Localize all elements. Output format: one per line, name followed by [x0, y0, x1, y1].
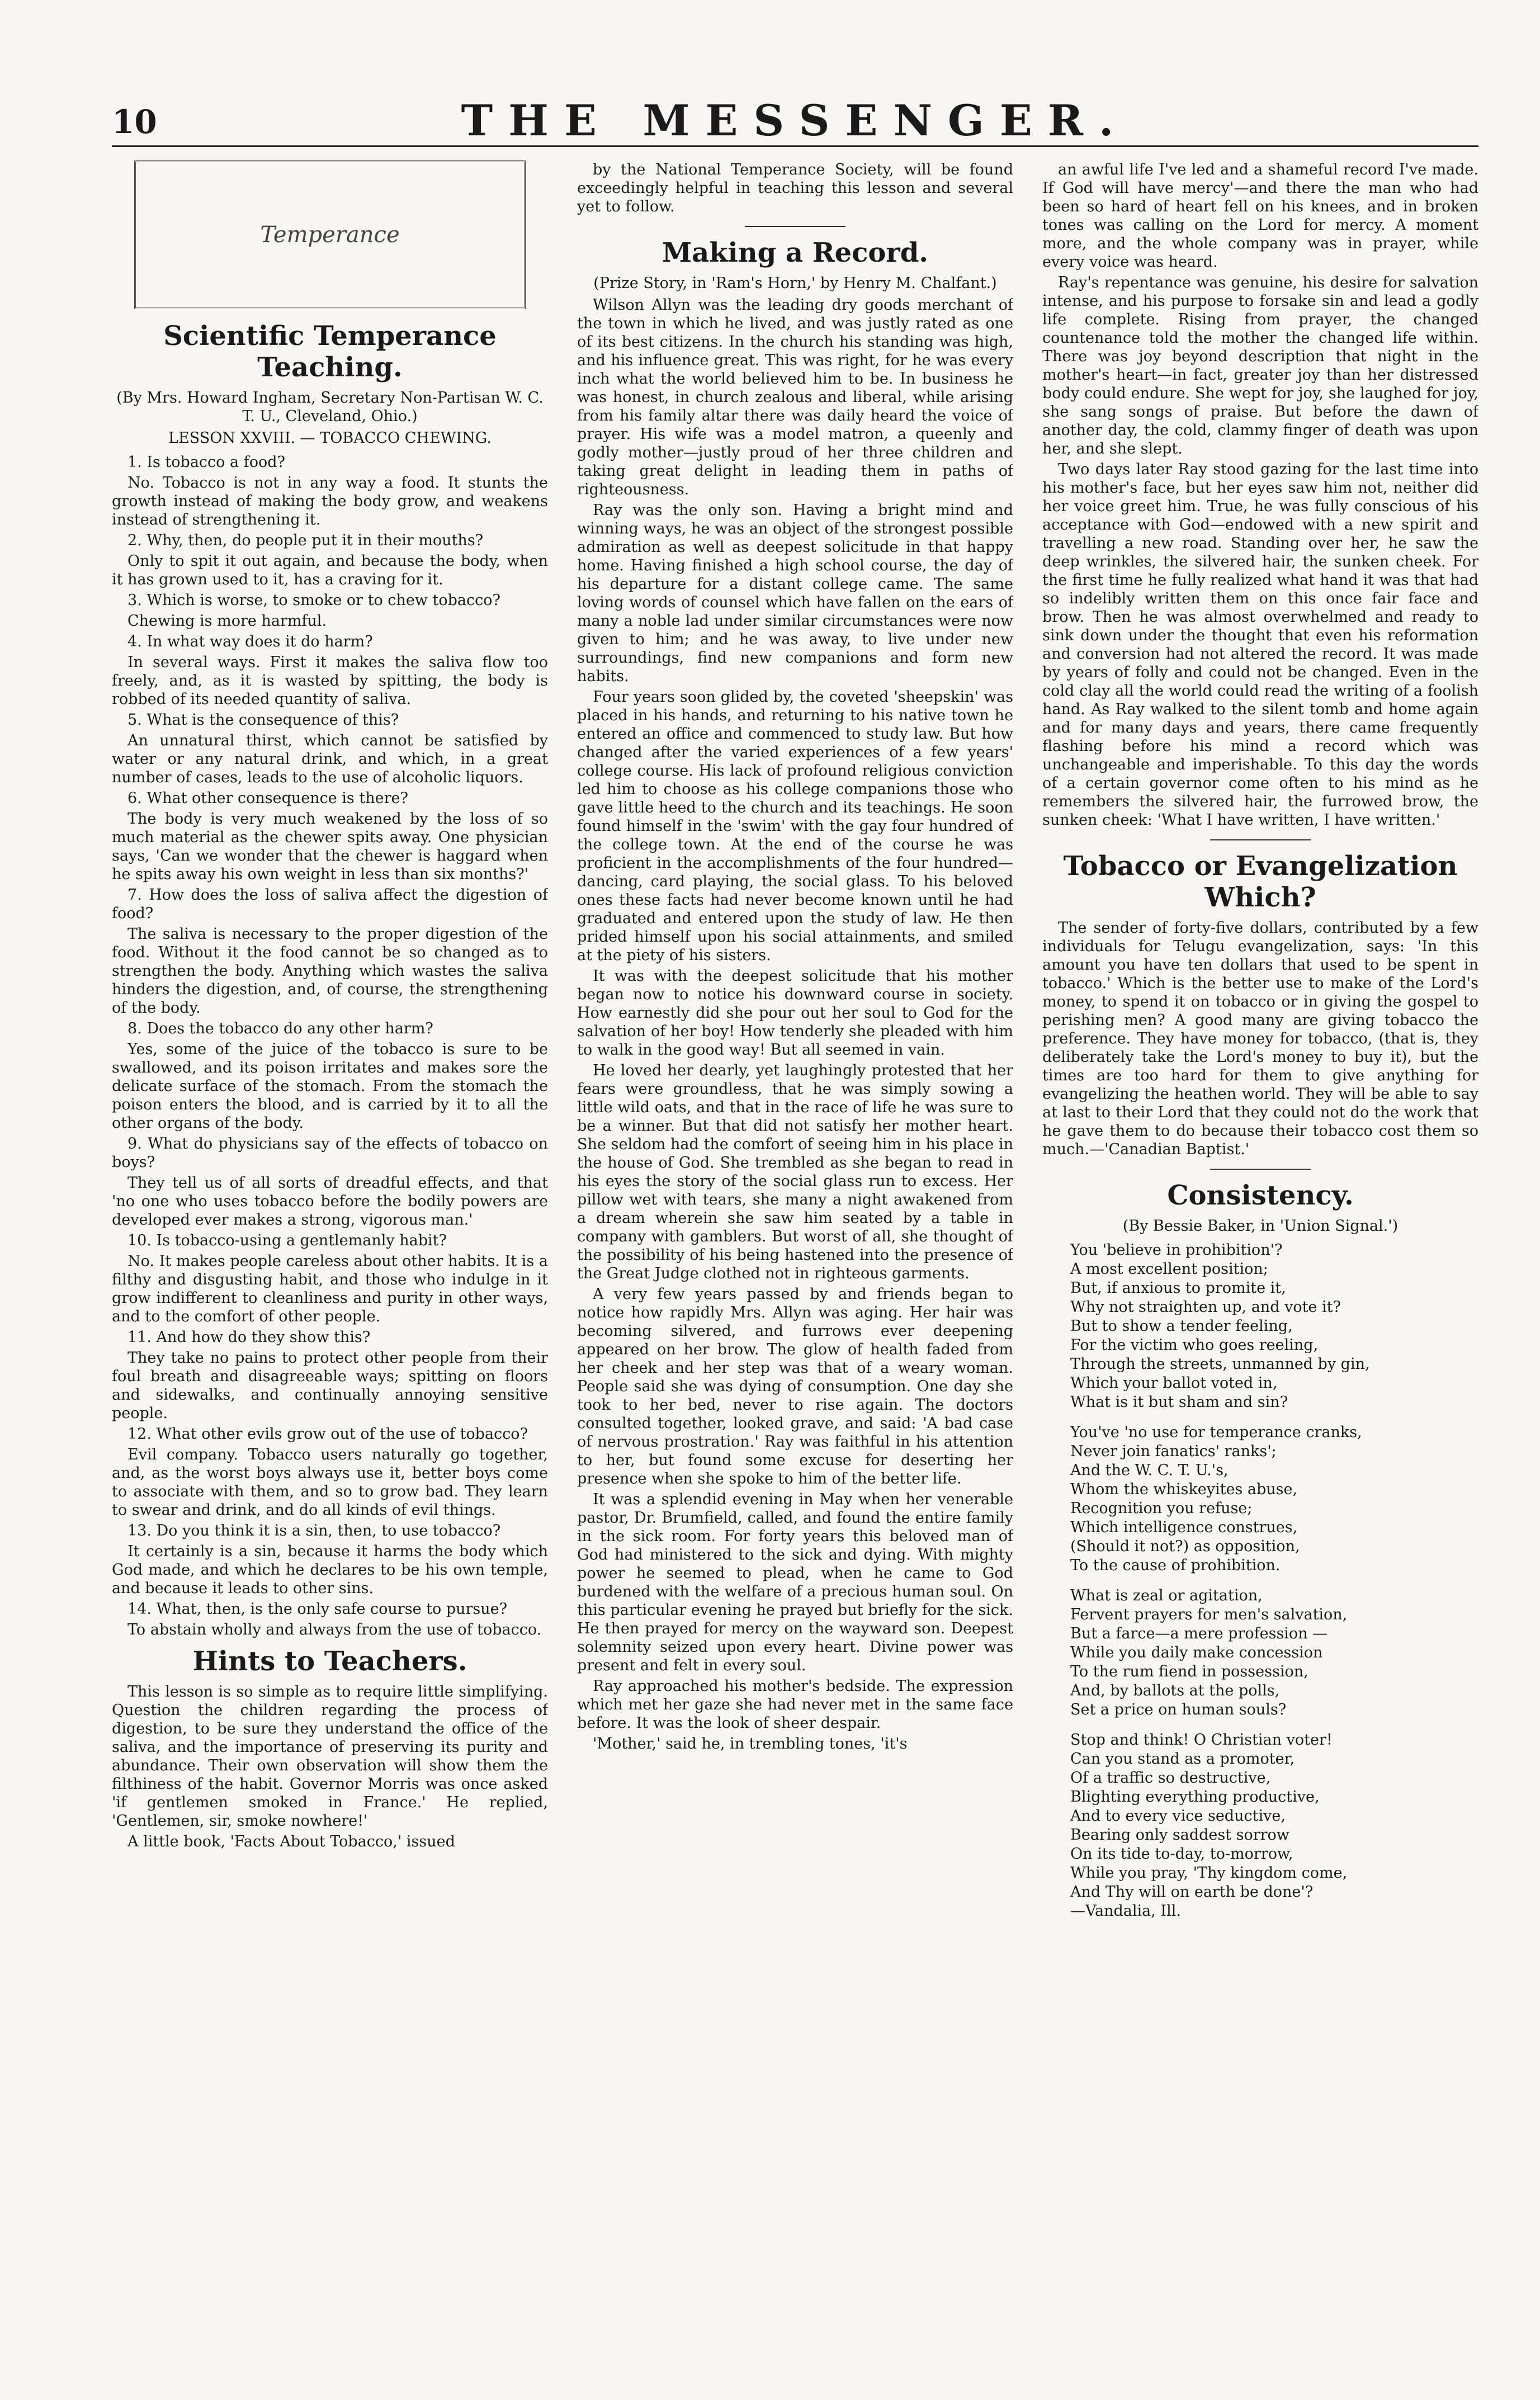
column-2 — [577, 160, 1013, 2330]
paragraph: A very few years passed by and friends began to notice how rapidly Mrs. Allyn was aging. Her hair was becoming silvered, and furrows ever deepening appeared on her brow. The glow of health faded from her cheek and her step was that of a weary woman. People said she was dying of consumption. One day she took to her bed, never to rise again. The doctors consulted together, looked grave, and said: 'A bad case of nervous prostration.' Ray was faithful in his attention to her, but found some excuse for deserting her presence when she spoke to him of the better life. — [577, 1286, 1013, 1487]
paragraph: 7. How does the loss of saliva affect the digestion of food? — [112, 886, 548, 922]
paragraph: 'Mother,' said he, in trembling tones, 'it's — [593, 1735, 908, 1752]
divider — [1210, 839, 1311, 840]
poem-headline: Consistency. — [1167, 1180, 1354, 1211]
poem-line: And, by ballots at the polls, — [1070, 1682, 1280, 1699]
paragraph: He loved her dearly, yet laughingly protested that her fears were groundless, that he was simply sowing a little wild oats, and that in the race of life he was sure to be a winner. But that did not satisfy her mother heart. She seldom had the comfort of seeing him in his place in the house of God. She trembled as she began to read in his eyes the story of the social glass run to excess. Her pillow wet with tears, she many a night awakened from a dream wherein she saw him seated by a table in company with gamblers. But worst of all, she thought of the possibility of his being hastened into the presence of the Great Judge clothed not in righteous garments. — [577, 1062, 1013, 1282]
paragraph: Chewing is more harmful. — [127, 612, 327, 630]
poem-line: Blighting everything productive, — [1070, 1788, 1320, 1806]
paragraph: 1. Is tobacco a food? — [127, 453, 285, 471]
paragraph: 4. In what way does it do harm? — [127, 633, 373, 650]
poem-line: What is it but sham and sin? — [1070, 1393, 1288, 1411]
story-body — [577, 296, 1013, 1753]
story-byline: (Prize Story, in 'Ram's Horn,' by Henry M. Chalfant.) — [593, 275, 997, 292]
paragraph: To abstain wholly and always from the use of tobacco. — [127, 1621, 542, 1638]
poem-stanza — [1070, 1731, 1478, 1921]
poem-stanza — [1070, 1423, 1478, 1575]
poem-line: Recognition you refuse; — [1070, 1500, 1253, 1517]
poem — [1070, 1241, 1478, 1921]
paragraph: It was a splendid evening in May when her venerable pastor, Dr. Brumfield, called, and found the entire family in the sick room. For forty years this beloved man of God had ministered to the sick and dying. With mighty power he seemed to plead, when he came to God burdened with the welfare of a precious human soul. On this particular evening he prayed but briefly for the sick. He then prayed for mercy on the wayward son. Deepest solemnity seized upon every heart. Divine power was present and felt in every soul. — [577, 1491, 1013, 1674]
poem-line: You've 'no use for temperance cranks, — [1070, 1424, 1362, 1441]
hints-body — [112, 1683, 548, 1851]
poem-line: While you daily make concession — [1070, 1644, 1323, 1661]
paragraph: It was with the deepest solicitude that his mother began now to notice his downward course in society. How earnestly did she pour out her soul to God for the salvation of her boy! How tenderly she pleaded with him to walk in the good way! But all seemed in vain. — [577, 967, 1013, 1059]
columns — [112, 160, 1478, 2330]
poem-line: To the rum fiend in possession, — [1070, 1663, 1308, 1680]
page-number: 10 — [112, 103, 157, 141]
story-continuation — [1042, 160, 1478, 829]
poem-line: For the victim who goes reeling, — [1070, 1336, 1319, 1354]
paragraph: Evil company. Tobacco users naturally go together, and, as the worst boys always use it, better boys come to associate with them, and so to grow bad. They learn to swear and drink, and do all kinds of evil things. — [112, 1446, 548, 1519]
article-byline: (By Mrs. Howard Ingham, Secretary Non-Partisan W. C. T. U., Cleveland, Ohio.) — [116, 389, 544, 425]
poem-line: While you pray, 'Thy kingdom come, — [1070, 1864, 1348, 1882]
paragraph: 5. What is the consequence of this? — [127, 711, 399, 729]
paragraph: 9. What do physicians say of the effects of tobacco on boys? — [112, 1135, 548, 1171]
paragraph: They tell us of all sorts of dreadful effects, and that 'no one who uses tobacco before the bodily powers are developed ever makes a strong, vigorous man.' — [112, 1174, 548, 1229]
article-body — [112, 453, 548, 1639]
paragraph: 2. Why, then, do people put it in their mouths? — [127, 532, 484, 549]
poem-line: (Should it not?) as opposition, — [1070, 1538, 1300, 1555]
paragraph: 6. What other consequence is there? — [127, 790, 408, 807]
paragraph: 13. Do you think it is a sin, then, to use tobacco? — [127, 1522, 501, 1539]
poem-line: Which intelligence construes, — [1070, 1519, 1298, 1536]
poem-line: And to every vice seductive, — [1070, 1807, 1286, 1825]
paragraph: an awful life I've led and a shameful record I've made. If God will have mercy'—and there the man who had been so hard of heart fell on his knees, and in broken tones was calling on the Lord for mercy. A moment more, and the whole company was in prayer, while every voice was heard. — [1042, 161, 1478, 271]
column-1 — [112, 160, 548, 2330]
paragraph: Ray's repentance was genuine, his desire for salvation intense, and his purpose to forsake sin and lead a godly life complete. Rising from prayer, the changed countenance told the mother the changed life within. There was joy beyond description that night in the mother's heart—in fact, greater joy than her distressed body could endure. She wept for joy, she laughed for joy, she sang songs of praise. But before the dawn of another day, the cold, clammy finger of death was upon her, and she slept. — [1042, 274, 1478, 457]
paragraph: No. It makes people careless about other habits. It is a filthy and disgusting habit, and those who indulge in it grow indifferent to cleanliness and purity in other ways, and to the comfort of other people. — [112, 1253, 548, 1325]
story-headline: Making a Record. — [662, 237, 928, 268]
paragraph: They take no pains to protect other people from their foul breath and disagreeable ways; spitting on floors and sidewalks, and continually annoying sensitive people. — [112, 1349, 548, 1422]
paragraph: No. Tobacco is not in any way a food. It stunts the growth instead of making the body grow, and weakens instead of strengthening it. — [112, 474, 548, 528]
poem-line: Through the streets, unmanned by gin, — [1070, 1355, 1370, 1373]
paragraph: Ray was the only son. Having a bright mind and winning ways, he was an object of the strongest possible admiration as well as deepest solicitude in that happy home. Having finished a high school course, the day of his departure for a distant college came. The same loving words of counsel which have fallen on the ears of many a noble lad under similar circumstances were now given to him; and he was away, to live under new surroundings, find new companions and form new habits. — [577, 502, 1013, 685]
divider — [745, 226, 845, 227]
hints-headline: Hints to Teachers. — [192, 1646, 467, 1677]
poem-line: But to show a tender feeling, — [1070, 1317, 1293, 1335]
paragraph: The body is very much weakened by the loss of so much material as the chewer spits away. One physician says, 'Can we wonder that the chewer is haggard when he spits away his own weight in less than six months?' — [112, 810, 548, 883]
poem-line: Fervent prayers for men's salvation, — [1070, 1606, 1348, 1623]
poem-line: Bearing only saddest sorrow — [1070, 1826, 1289, 1844]
poem-line: What is zeal or agitation, — [1070, 1587, 1263, 1604]
poem-line: Can you stand as a promoter, — [1070, 1750, 1295, 1768]
poem-byline: (By Bessie Baker, in 'Union Signal.') — [1122, 1217, 1399, 1235]
poem-line: And Thy will on earth be done'? — [1070, 1883, 1314, 1901]
paragraph: Only to spit it out again, and because the body, when it has grown used to it, has a craving for it. — [112, 552, 548, 588]
column-3 — [1042, 160, 1478, 2330]
poem-line: You 'believe in prohibition'? — [1070, 1241, 1283, 1259]
poem-line: To the cause of prohibition. — [1070, 1557, 1281, 1574]
poem-line: Never join fanatics' ranks'; — [1070, 1443, 1277, 1460]
poem-line: Stop and think! O Christian voter! — [1070, 1731, 1333, 1749]
poem-stanza — [1070, 1586, 1478, 1719]
poem-line: But, if anxious to promite it, — [1070, 1279, 1286, 1297]
poem-line: Set a price on human souls? — [1070, 1701, 1287, 1718]
paper-title: THE MESSENGER. — [461, 96, 1130, 145]
paragraph: In several ways. First it makes the saliva flow too freely, and, as it is wasted by spitting, the body is robbed of its needed quantity of saliva. — [112, 654, 548, 708]
article-headline: Scientific Temperance Teaching. — [163, 320, 497, 383]
paragraph: 14. What, then, is the only safe course to pursue? — [127, 1600, 508, 1618]
poem-line: —Vandalia, Ill. — [1070, 1902, 1181, 1920]
paragraph: The sender of forty-five dollars, contributed by a few individuals for Telugu evangelization, says: 'In this amount you have ten dollars that used to be spent in tobacco.' Which is the better use to make of the Lord's money, to spend it on tobacco or in giving the gospel to perishing men? A good many are giving tobacco the preference. They have money for tobacco, (that is, they deliberately take the Lord's money to buy it), but the times are too hard for them to give anything for evangelizing the heathen world. They will be able to say at last to their Lord that they could not do the work that he gave them to do because their tobacco cost them so much.—'Canadian Baptist.' — [1042, 919, 1478, 1158]
paragraph: 8. Does the tobacco do any other harm? — [127, 1020, 433, 1037]
paragraph: 12. What other evils grow out of the use of tobacco? — [127, 1425, 528, 1443]
paragraph: It certainly is a sin, because it harms the body which God made, and which he declares to be his own temple, and because it leads to other sins. — [112, 1543, 548, 1597]
poem-line: Of a traffic so destructive, — [1070, 1769, 1271, 1787]
paragraph: This lesson is so simple as to require little simplifying. Question the children regarding the process of digestion, to be sure they understand the office of the saliva, and the importance of preserving its purity and abundance. Their own observation will show them the filthiness of the habit. Governor Morris was once asked 'if gentlemen smoked in France.' He replied, 'Gentlemen, sir, smoke nowhere!' — [112, 1683, 548, 1830]
temperance-ornament-banner — [134, 160, 526, 309]
paragraph: Yes, some of the juice of the tobacco is sure to be swallowed, and its poison irritates and makes sore the delicate surface of the stomach. From the stomach the poison enters the blood, and is carried by it to all the other organs of the body. — [112, 1041, 548, 1132]
paragraph: 11. And how do they show this? — [127, 1329, 371, 1346]
paragraph: A little book, 'Facts About Tobacco,' issued — [127, 1833, 455, 1850]
tobacco-body — [1042, 919, 1478, 1159]
paragraph: Four years soon glided by, the coveted 'sheepskin' was placed in his hands, and returning to his native town he entered an office and commenced to study law. But how changed after the varied experiences of a few years' college course. His lack of profound religious conviction led him to choose as his college companions those who gave little heed to the church and its teachings. He soon found himself in the 'swim' with the gay four hundred of the college town. At the end of the course he was proficient in the accomplishments of the four hundred—dancing, card playing, the social glass. To his beloved ones these facts had never become known until he had graduated and entered upon the study of law. He then prided himself upon his social attainments, and smiled at the piety of his sisters. — [577, 688, 1013, 964]
paragraph: Ray approached his mother's bedside. The expression which met her gaze she had never met in the same face before. It was the look of sheer despair. — [577, 1678, 1013, 1732]
lesson-title: LESSON XXVIII. — TOBACCO CHEWING. — [168, 429, 492, 447]
masthead — [112, 84, 1478, 147]
poem-line: A most excellent position; — [1070, 1260, 1268, 1278]
paragraph: 10. Is tobacco-using a gentlemanly habit? — [127, 1232, 447, 1249]
poem-line: Why not straighten up, and vote it? — [1070, 1298, 1341, 1316]
poem-line: On its tide to-day, to-morrow, — [1070, 1845, 1293, 1863]
continued-paragraph: by the National Temperance Society, will be found exceedingly helpful in teaching this lesson and several yet to follow. — [577, 161, 1013, 215]
paragraph: 3. Which is worse, to smoke or to chew tobacco? — [127, 592, 500, 609]
paragraph: An unnatural thirst, which cannot be satisfied by water or any natural drink, and which, in a great number of cases, leads to the use of alcoholic liquors. — [112, 732, 548, 786]
poem-line: Whom the whiskeyites abuse, — [1070, 1481, 1298, 1498]
paragraph: Wilson Allyn was the leading dry goods merchant of the town in which he lived, and was justly rated as one of its best citizens. In the church his standing was high, and his influence great. This was right, for he was every inch what the world believed him to be. In business he was honest, in church zealous and liberal, while arising from his family altar there was daily heard the voice of prayer. His wife was a model matron, a queenly and godly mother—justly proud of her three children and taking great delight in leading them in paths of righteousness. — [577, 296, 1013, 498]
tobacco-headline: Tobacco or Evangelization Which? — [1063, 851, 1458, 913]
poem-stanza — [1070, 1241, 1478, 1412]
divider — [1210, 1169, 1311, 1170]
ornament-label: Temperance — [260, 221, 400, 248]
paragraph: Two days later Ray stood gazing for the last time into his mother's face, but her eyes saw him not, neither did her voice greet him. True, he was fully conscious of his acceptance with God—endowed with a new spirit and travelling a new road. Standing over her, he saw the deep wrinkles, the silvered hair, the sunken cheek. For the first time he fully realized what hand it was that had so indelibly written them on this once fair face and brow. Then he was almost overwhelmed and ready to sink down under the thought that even his reformation and conversion had not altered the record. It was made by years of folly and could not be changed. Even in the cold clay all the world could read the writing of a foolish hand. As Ray walked to the silent tomb and home again and for many days and years, there came frequently flashing before his mind a record which was unchangeable and imperishable. To this day the words of a certain governor come often to his mind as he remembers the silvered hair, the furrowed brow, the sunken cheek: 'What I have written, I have written.' — [1042, 461, 1478, 829]
poem-line: And the W. C. T. U.'s, — [1070, 1462, 1229, 1479]
poem-line: But a farce—a mere profession — — [1070, 1625, 1328, 1642]
paragraph: The saliva is necessary to the proper digestion of the food. Without it the food cannot be so changed as to strengthen the body. Anything which wastes the saliva hinders the digestion, and, of course, the strengthening of the body. — [112, 925, 548, 1017]
poem-line: Which your ballot voted in, — [1070, 1374, 1278, 1392]
